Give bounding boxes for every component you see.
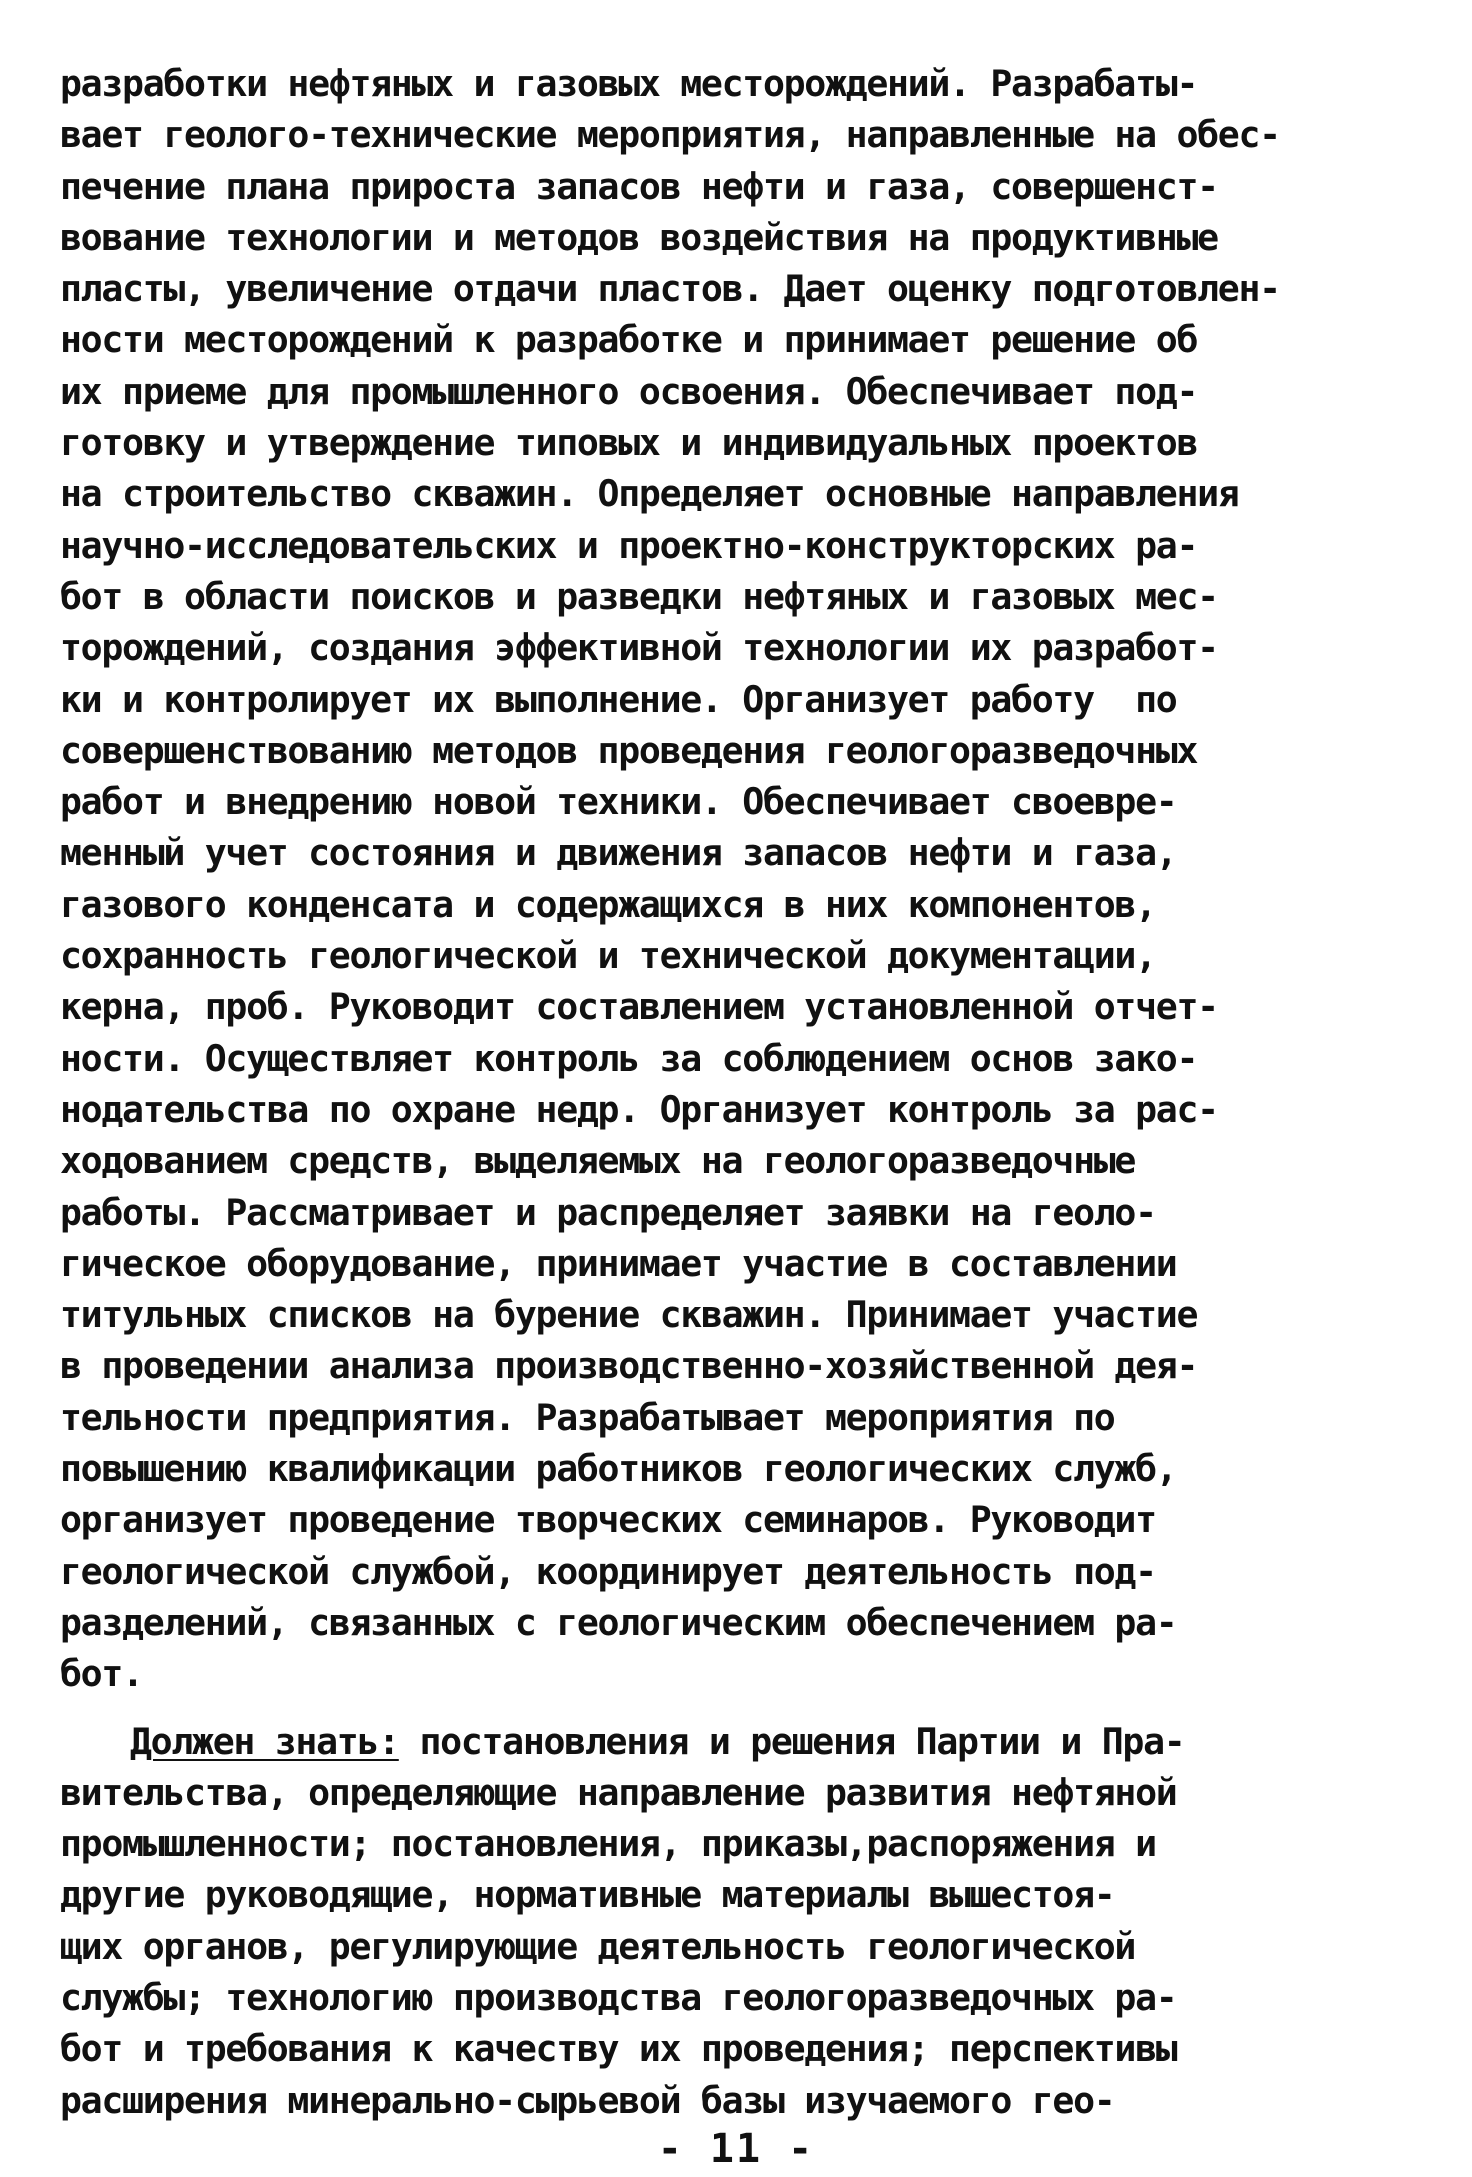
text-line: работ и внедрению новой техники. Обеспечивает своевре- — [60, 780, 1177, 824]
text-line: керна, проб. Руководит составлением установленной отчет- — [60, 985, 1218, 1029]
text-line: ности. Осуществляет контроль за соблюдением основ зако- — [60, 1036, 1198, 1080]
paragraph-2 — [60, 1716, 1440, 2126]
text-line: расширения минерально-сырьевой базы изучаемого гео- — [60, 2078, 1115, 2122]
text-line: работы. Рассматривает и распределяет заявки на геоло- — [60, 1190, 1156, 1234]
text-line: вает геолого-технические мероприятия, направленные на обес- — [60, 113, 1280, 157]
text-line: пласты, увеличение отдачи пластов. Дает оценку подготовлен- — [60, 267, 1280, 311]
page-number: - 11 - — [657, 2126, 815, 2172]
text-line: щих органов, регулирующие деятельность геологической — [60, 1924, 1136, 1968]
section-heading: Должен знать: — [130, 1719, 399, 1763]
text-line: на строительство скважин. Определяет основные направления — [60, 472, 1239, 516]
text-line: научно-исследовательских и проектно-конструкторских ра- — [60, 523, 1198, 567]
text-line — [60, 1716, 1440, 1767]
text-line: ности месторождений к разработке и принимает решение об — [60, 318, 1198, 362]
text-line: бот в области поисков и разведки нефтяных и газовых мес- — [60, 574, 1218, 618]
paragraph-1 — [60, 58, 1440, 1700]
text-line: гическое оборудование, принимает участие в составлении — [60, 1241, 1177, 1285]
text-line: организует проведение творческих семинаров. Руководит — [60, 1498, 1156, 1542]
text-line: совершенствованию методов проведения геологоразведочных — [60, 728, 1198, 772]
text-line: тельности предприятия. Разрабатывает мероприятия по — [60, 1395, 1115, 1439]
text-line: службы; технологию производства геологоразведочных ра- — [60, 1975, 1177, 2019]
text-line: титульных списков на бурение скважин. Принимает участие — [60, 1293, 1198, 1337]
text-line: вительства, определяющие направление развития нефтяной — [60, 1770, 1177, 1814]
text-line: в проведении анализа производственно-хозяйственной дея- — [60, 1344, 1198, 1388]
text-line: их приеме для промышленного освоения. Обеспечивает под- — [60, 369, 1198, 413]
text-line: вование технологии и методов воздействия на продуктивные — [60, 215, 1218, 259]
text-line: разработки нефтяных и газовых месторождений. Разрабаты- — [60, 62, 1198, 105]
text-line: сохранность геологической и технической документации, — [60, 934, 1156, 978]
paragraph-gap — [60, 1700, 1440, 1716]
text-line: ходованием средств, выделяемых на геологоразведочные — [60, 1139, 1136, 1183]
text-line: ки и контролирует их выполнение. Организует работу по — [60, 677, 1177, 721]
text-line: бот. — [60, 1652, 143, 1696]
text-line: разделений, связанных с геологическим обеспечением ра- — [60, 1600, 1177, 1644]
text-line: менный учет состояния и движения запасов нефти и газа, — [60, 831, 1177, 875]
text-line: печение плана прироста запасов нефти и газа, совершенст- — [60, 164, 1218, 208]
text-line: газового конденсата и содержащихся в них компонентов, — [60, 882, 1156, 926]
text-line-rest: постановления и решения Партии и Пра- — [398, 1719, 1185, 1763]
text-line: промышленности; постановления, приказы,распоряжения и — [60, 1822, 1156, 1866]
body-text — [60, 58, 1440, 2126]
text-line: нодательства по охране недр. Организует контроль за рас- — [60, 1087, 1218, 1131]
text-line: бот и требования к качеству их проведения; перспективы — [60, 2027, 1177, 2071]
text-line: торождений, создания эффективной технологии их разработ- — [60, 626, 1218, 670]
text-line: готовку и утверждение типовых и индивидуальных проектов — [60, 421, 1198, 465]
text-line: повышению квалификации работников геологических служб, — [60, 1447, 1177, 1491]
text-line: геологической службой, координирует деятельность под- — [60, 1549, 1156, 1593]
text-line: другие руководящие, нормативные материалы вышестоя- — [60, 1873, 1115, 1917]
